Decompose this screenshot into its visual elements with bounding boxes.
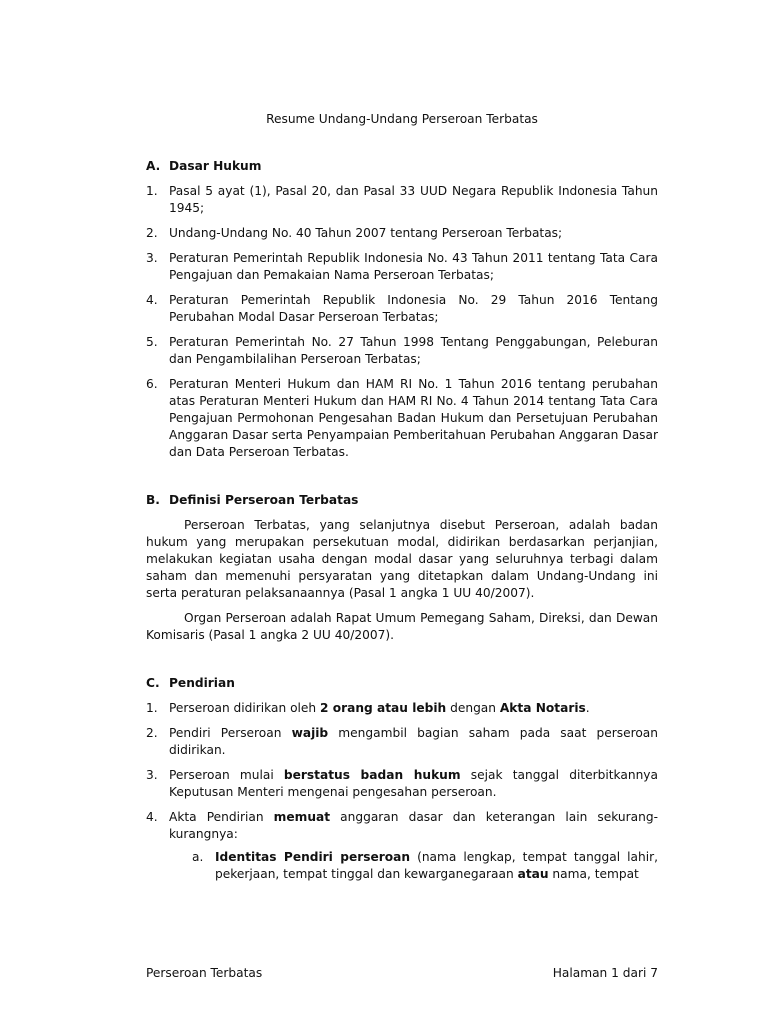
item-number: 6.	[146, 377, 158, 391]
item-number: 2.	[146, 726, 158, 740]
page-content	[146, 111, 658, 891]
section-a-letter: A.	[146, 159, 161, 173]
item-text: Pasal 5 ayat (1), Pasal 20, dan Pasal 33 UUD Negara Republik Indonesia Tahun 1945;	[169, 184, 658, 215]
section-c-heading	[146, 675, 658, 692]
sub-item-text: Identitas Pendiri perseroan (nama lengkap, tempat tanggal lahir, pekerjaan, tempat tinggal dan kewarganegaraan atau nama, tempat	[215, 850, 658, 881]
section-b-letter: B.	[146, 493, 160, 507]
item-number: 4.	[146, 293, 158, 307]
list-item	[146, 767, 658, 801]
section-b-title: Definisi Perseroan Terbatas	[169, 493, 359, 507]
list-item	[146, 809, 658, 883]
section-c-sublist	[169, 849, 658, 883]
section-a-heading	[146, 158, 658, 175]
section-c-letter: C.	[146, 676, 160, 690]
sub-list-item	[192, 849, 658, 883]
item-text: Peraturan Pemerintah No. 27 Tahun 1998 Tentang Penggabungan, Peleburan dan Pengambilalihan Perseroan Terbatas;	[169, 335, 658, 366]
list-item	[146, 334, 658, 368]
item-text: Peraturan Menteri Hukum dan HAM RI No. 1 Tahun 2016 tentang perubahan atas Peraturan Menteri Hukum dan HAM RI No. 4 Tahun 2014 tentang Tata Cara Pengajuan Permohonan Pengesahan Badan Hukum dan Persetujuan Perubahan Anggaran Dasar serta Penyampaian Pemberitahuan Perubahan Anggaran Dasar dan Data Perseroan Terbatas.	[169, 377, 658, 459]
item-text: Perseroan mulai berstatus badan hukum sejak tanggal diterbitkannya Keputusan Menteri mengenai pengesahan perseroan.	[169, 768, 658, 799]
item-text: Peraturan Pemerintah Republik Indonesia No. 29 Tahun 2016 Tentang Perubahan Modal Dasar Perseroan Terbatas;	[169, 293, 658, 324]
item-text: Akta Pendirian memuat anggaran dasar dan keterangan lain sekurang-kurangnya: a. Identitas Pendiri perseroan (nama lengkap, tempat tanggal lahir, pekerjaan, tempat tinggal dan kewarganegaraan atau nama, tempat	[169, 810, 658, 881]
section-a-title: Dasar Hukum	[169, 159, 262, 173]
item-text: Pendiri Perseroan wajib mengambil bagian saham pada saat perseroan didirikan.	[169, 726, 658, 757]
section-c-list	[146, 700, 658, 883]
list-item	[146, 292, 658, 326]
item-number: 1.	[146, 184, 158, 198]
item-number: 4.	[146, 810, 158, 824]
item-number: 5.	[146, 335, 158, 349]
document-title: Resume Undang-Undang Perseroan Terbatas	[266, 112, 538, 126]
item-text: Perseroan didirikan oleh 2 orang atau lebih dengan Akta Notaris.	[169, 701, 590, 715]
item-number: 1.	[146, 701, 158, 715]
item-text: Peraturan Pemerintah Republik Indonesia No. 43 Tahun 2011 tentang Tata Cara Pengajuan dan Pemakaian Nama Perseroan Terbatas;	[169, 251, 658, 282]
item-number: 2.	[146, 226, 158, 240]
list-item	[146, 725, 658, 759]
list-item	[146, 376, 658, 461]
organ-paragraph: Organ Perseroan adalah Rapat Umum Pemegang Saham, Direksi, dan Dewan Komisaris (Pasal 1 angka 2 UU 40/2007).	[146, 611, 658, 642]
sub-item-letter: a.	[192, 850, 204, 864]
section-b-heading	[146, 492, 658, 509]
footer-doc-title: Perseroan Terbatas	[146, 966, 263, 980]
list-item	[146, 225, 658, 242]
list-item	[146, 700, 658, 717]
item-text: Undang-Undang No. 40 Tahun 2007 tentang Perseroan Terbatas;	[169, 226, 563, 240]
list-item	[146, 183, 658, 217]
list-item	[146, 250, 658, 284]
footer-page-number: Halaman 1 dari 7	[552, 966, 658, 980]
section-a-list	[146, 183, 658, 461]
item-number: 3.	[146, 251, 158, 265]
item-number: 3.	[146, 768, 158, 782]
page-footer	[146, 965, 658, 982]
definition-paragraph: Perseroan Terbatas, yang selanjutnya disebut Perseroan, adalah badan hukum yang merupakan persekutuan modal, didirikan berdasarkan perjanjian, melakukan kegiatan usaha dengan modal dasar yang seluruhnya terbagi dalam saham dan memenuhi persyaratan yang ditetapkan dalam Undang-Undang ini serta peraturan pelaksanaannya (Pasal 1 angka 1 UU 40/2007).	[146, 518, 658, 600]
section-c-title: Pendirian	[169, 676, 235, 690]
